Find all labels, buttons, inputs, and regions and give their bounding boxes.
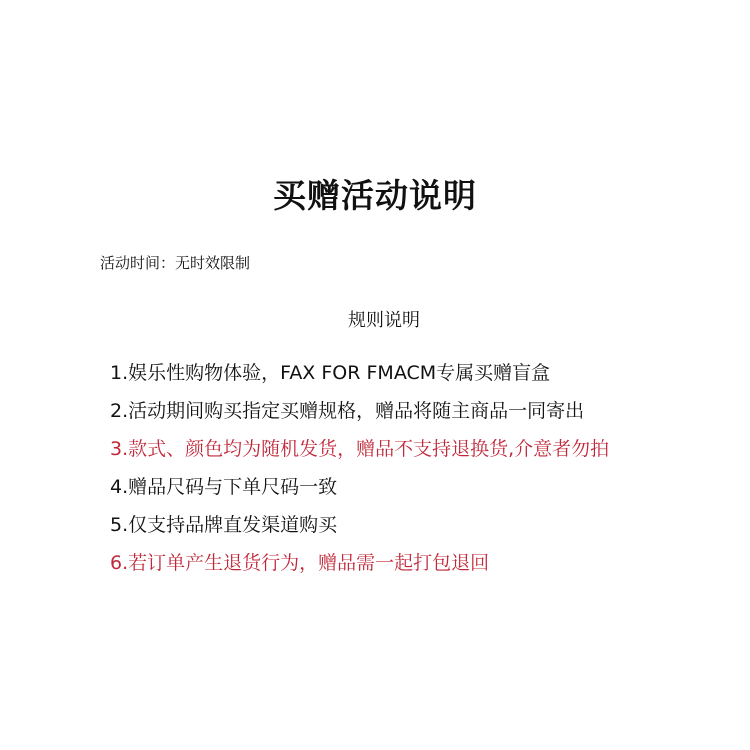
activity-period: 活动时间：无时效限制 [100,254,251,272]
rule-item: 4.赠品尺码与下单尺码一致 [110,476,338,498]
rule-item: 2.活动期间购买指定买赠规格，赠品将随主商品一同寄出 [110,400,585,422]
rule-item: 1.娱乐性购物体验，FAX FOR FMACM专属买赠盲盒 [110,362,551,384]
rule-item: 3.款式、颜色均为随机发货，赠品不支持退换货,介意者勿拍 [110,438,610,460]
rules-list [110,362,730,590]
page-title: 买赠活动说明 [273,176,477,215]
rule-item: 5.仅支持品牌直发渠道购买 [110,514,338,536]
rules-heading: 规则说明 [348,310,420,331]
rule-item: 6.若订单产生退货行为，赠品需一起打包退回 [110,552,490,574]
